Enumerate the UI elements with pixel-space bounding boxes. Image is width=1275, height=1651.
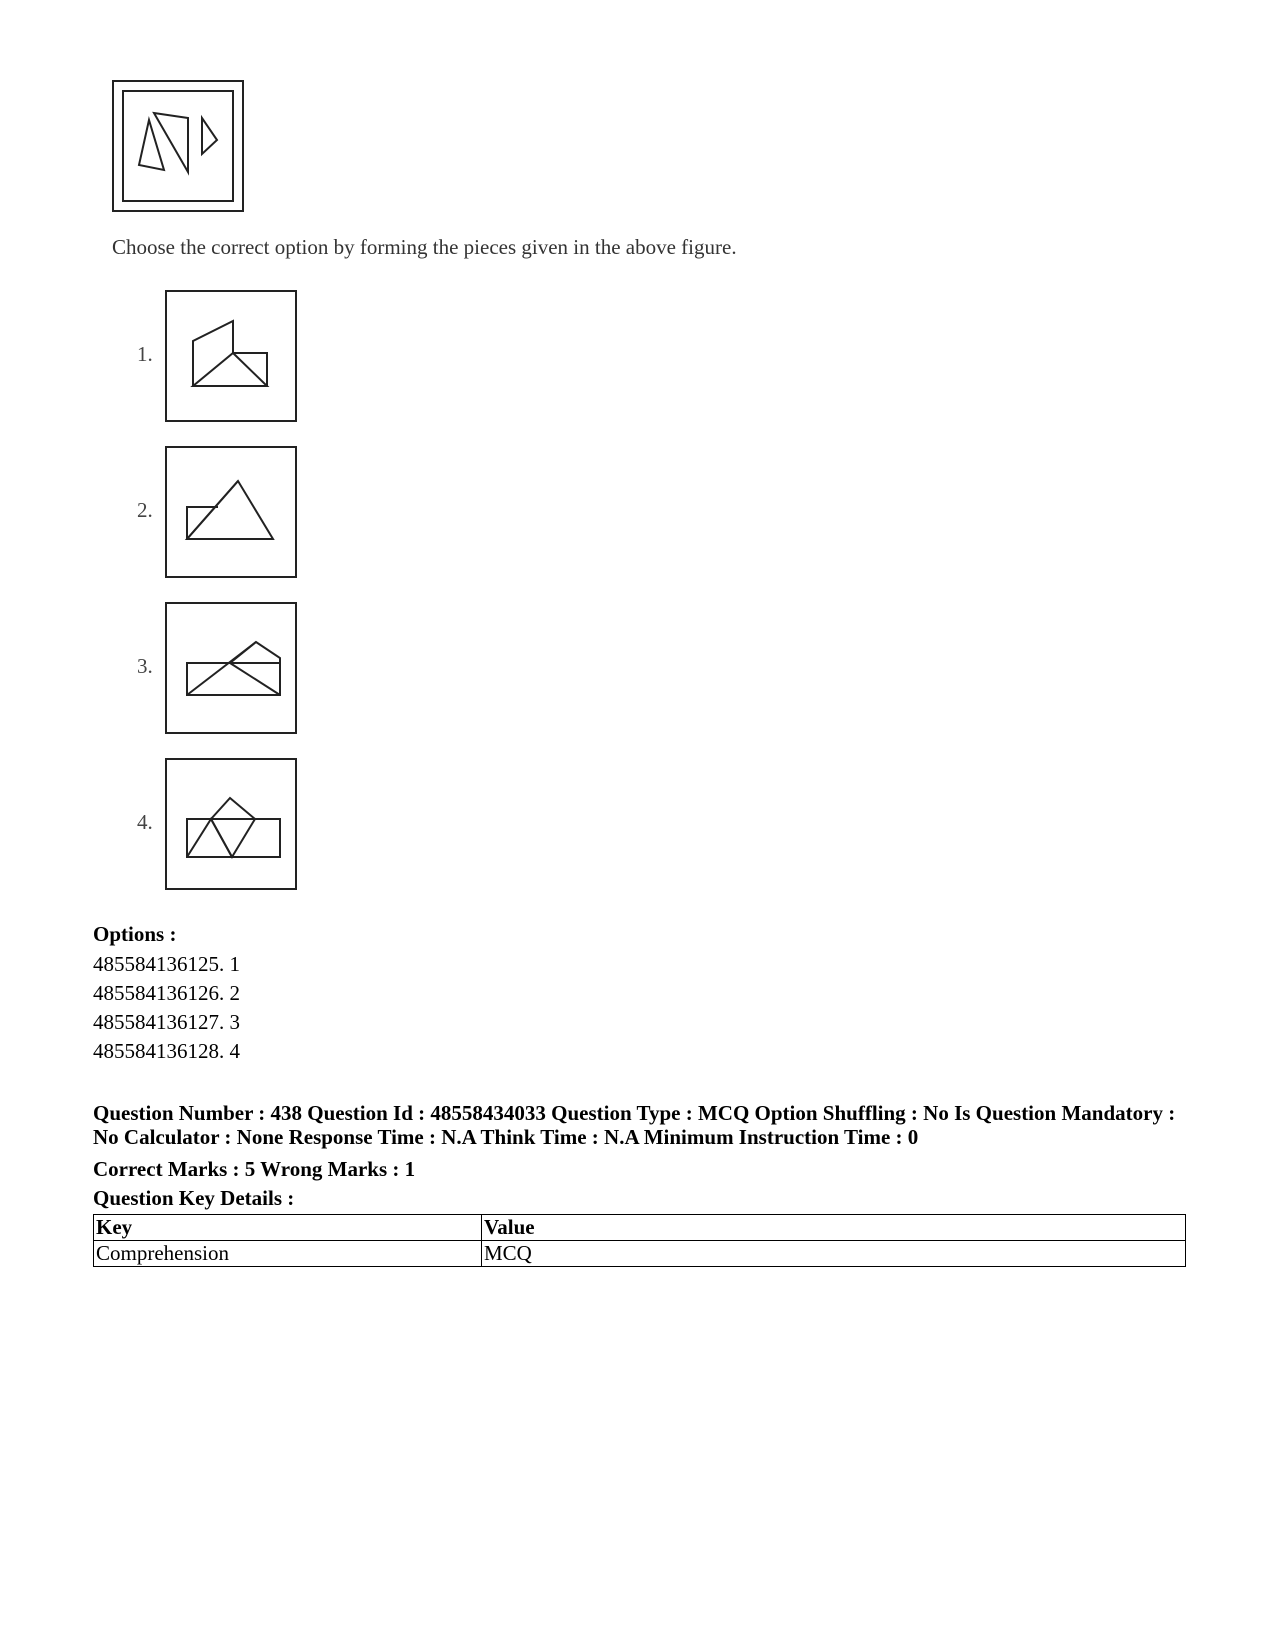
choice-number: 2. — [137, 498, 153, 522]
key-details-table — [93, 1214, 1186, 1267]
choice-3 — [137, 602, 302, 734]
table-header-key: Key — [94, 1215, 482, 1241]
table-header-value: Value — [482, 1215, 1186, 1241]
choice-2 — [137, 446, 302, 578]
option-item: 485584136126. 2 — [93, 981, 240, 1005]
key-details-heading: Question Key Details : — [93, 1186, 295, 1210]
question-meta: Question Number : 438 Question Id : 48558434033 Question Type : MCQ Option Shuffling : No Is Question Mandatory : No Calculator : None Response Time : N.A Think Time : N.A Minimum Instruction Time : 0 — [93, 1101, 1176, 1149]
option-item: 485584136128. 4 — [93, 1039, 240, 1063]
table-cell-key: Comprehension — [94, 1241, 482, 1267]
choice-4 — [137, 758, 302, 890]
option-item: 485584136127. 3 — [93, 1010, 240, 1034]
table-row — [94, 1241, 1186, 1267]
choice-1 — [137, 290, 302, 422]
choice-number: 1. — [137, 342, 153, 366]
options-heading: Options : — [93, 922, 177, 946]
option-item: 485584136125. 1 — [93, 952, 240, 976]
question-instruction: Choose the correct option by forming the pieces given in the above figure. — [112, 235, 737, 259]
question-marks: Correct Marks : 5 Wrong Marks : 1 — [93, 1157, 416, 1181]
table-cell-value: MCQ — [482, 1241, 1186, 1267]
choice-1-figure — [165, 290, 297, 422]
choice-4-figure — [165, 758, 297, 890]
options-list — [93, 950, 240, 1066]
table-header-row — [94, 1215, 1186, 1241]
choice-number: 4. — [137, 810, 153, 834]
choice-2-figure — [165, 446, 297, 578]
question-figure — [112, 80, 244, 212]
choice-3-figure — [165, 602, 297, 734]
choice-number: 3. — [137, 654, 153, 678]
